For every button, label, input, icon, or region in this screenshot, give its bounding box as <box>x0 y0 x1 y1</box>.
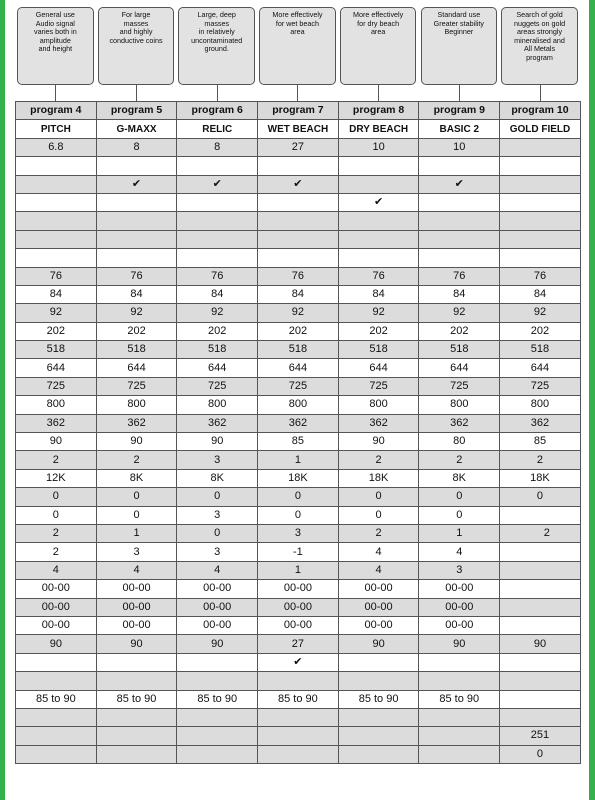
table-row <box>16 377 581 395</box>
program-description-box: For large masses and highly conductive coins <box>98 7 175 85</box>
table-cell: 00-00 <box>96 598 177 616</box>
table-cell: 518 <box>419 341 500 359</box>
table-cell: 725 <box>338 377 419 395</box>
table-cell: 85 to 90 <box>258 690 339 708</box>
checkmark-icon: ✔ <box>338 193 419 211</box>
table-cell: 00-00 <box>419 616 500 634</box>
table-cell: 85 to 90 <box>419 690 500 708</box>
table-cell: 2 <box>500 524 581 542</box>
table-cell: 202 <box>338 322 419 340</box>
table-cell: 518 <box>96 341 177 359</box>
table-cell: 800 <box>258 396 339 414</box>
table-row <box>16 322 581 340</box>
table-cell <box>96 708 177 726</box>
table-cell <box>500 580 581 598</box>
table-row <box>16 672 581 690</box>
table-cell: 85 to 90 <box>96 690 177 708</box>
table-cell: 0 <box>96 506 177 524</box>
table-cell: 00-00 <box>16 598 97 616</box>
checkmark-icon: ✔ <box>258 175 339 193</box>
table-cell: 8 <box>177 138 258 156</box>
table-cell: 84 <box>96 285 177 303</box>
table-cell <box>258 193 339 211</box>
table-row <box>16 341 581 359</box>
table-cell <box>419 745 500 763</box>
program-number-cell: program 7 <box>258 102 339 120</box>
table-cell: 90 <box>177 433 258 451</box>
checkmark-icon: ✔ <box>419 175 500 193</box>
table-cell: 644 <box>258 359 339 377</box>
program-name-cell: WET BEACH <box>258 120 339 138</box>
table-cell: 800 <box>338 396 419 414</box>
program-number-row <box>16 102 581 120</box>
table-cell: 3 <box>258 524 339 542</box>
table-cell: 00-00 <box>419 580 500 598</box>
table-cell: 4 <box>16 561 97 579</box>
table-cell: 3 <box>96 543 177 561</box>
table-cell: 644 <box>338 359 419 377</box>
table-cell: 92 <box>177 304 258 322</box>
table-cell: 0 <box>419 506 500 524</box>
table-row <box>16 524 581 542</box>
table-cell: 4 <box>96 561 177 579</box>
table-cell <box>96 249 177 267</box>
table-row <box>16 249 581 267</box>
program-number-cell: program 8 <box>338 102 419 120</box>
table-cell: 90 <box>338 635 419 653</box>
table-cell: 0 <box>258 488 339 506</box>
table-cell: 00-00 <box>419 598 500 616</box>
table-row <box>16 138 581 156</box>
table-cell: 90 <box>16 433 97 451</box>
table-cell: 644 <box>500 359 581 377</box>
table-cell: 0 <box>177 488 258 506</box>
table-cell: 251 <box>500 727 581 745</box>
table-cell: 00-00 <box>338 580 419 598</box>
table-row <box>16 727 581 745</box>
program-number-cell: program 4 <box>16 102 97 120</box>
table-cell: 725 <box>96 377 177 395</box>
table-cell: 6.8 <box>16 138 97 156</box>
table-cell <box>500 230 581 248</box>
table-cell <box>338 727 419 745</box>
table-cell: 18K <box>258 469 339 487</box>
table-cell <box>258 708 339 726</box>
program-number-cell: program 10 <box>500 102 581 120</box>
table-cell <box>500 598 581 616</box>
table-cell <box>419 653 500 671</box>
table-cell: 3 <box>419 561 500 579</box>
table-cell: 1 <box>96 524 177 542</box>
table-cell: 3 <box>177 543 258 561</box>
table-cell: 85 to 90 <box>16 690 97 708</box>
table-cell: 2 <box>16 524 97 542</box>
table-cell <box>500 175 581 193</box>
table-cell: 3 <box>177 506 258 524</box>
table-cell: 725 <box>258 377 339 395</box>
table-cell <box>177 212 258 230</box>
table-cell: 202 <box>419 322 500 340</box>
table-cell <box>258 727 339 745</box>
table-cell: 2 <box>338 524 419 542</box>
table-cell: 76 <box>258 267 339 285</box>
table-cell <box>419 212 500 230</box>
table-row <box>16 543 581 561</box>
table-cell <box>16 672 97 690</box>
table-cell <box>500 672 581 690</box>
table-row <box>16 561 581 579</box>
program-name-cell: PITCH <box>16 120 97 138</box>
table-cell: 00-00 <box>258 598 339 616</box>
table-cell <box>338 212 419 230</box>
table-cell <box>177 727 258 745</box>
program-name-cell: DRY BEACH <box>338 120 419 138</box>
table-cell: 92 <box>338 304 419 322</box>
table-cell: 0 <box>16 488 97 506</box>
table-cell: 85 to 90 <box>338 690 419 708</box>
table-cell <box>500 157 581 175</box>
table-cell: 90 <box>500 635 581 653</box>
table-cell: 518 <box>258 341 339 359</box>
table-cell: 4 <box>338 561 419 579</box>
table-cell: 84 <box>338 285 419 303</box>
table-cell: 00-00 <box>338 598 419 616</box>
table-cell: 00-00 <box>96 580 177 598</box>
table-row <box>16 506 581 524</box>
table-cell: 92 <box>500 304 581 322</box>
table-row <box>16 212 581 230</box>
table-cell: 3 <box>177 451 258 469</box>
program-description-box: Search of gold nuggets on gold areas strongly mineralised and All Metals program <box>501 7 578 85</box>
table-cell <box>500 193 581 211</box>
program-number-cell: program 5 <box>96 102 177 120</box>
table-cell: 725 <box>500 377 581 395</box>
table-row <box>16 359 581 377</box>
table-cell: 92 <box>258 304 339 322</box>
table-cell <box>16 727 97 745</box>
table-cell: 00-00 <box>16 580 97 598</box>
table-cell: 518 <box>338 341 419 359</box>
table-cell: 4 <box>419 543 500 561</box>
table-cell <box>177 653 258 671</box>
table-cell: 4 <box>338 543 419 561</box>
table-cell <box>177 672 258 690</box>
table-cell <box>16 157 97 175</box>
program-number-cell: program 6 <box>177 102 258 120</box>
table-cell: 362 <box>258 414 339 432</box>
checkmark-icon: ✔ <box>177 175 258 193</box>
table-cell <box>177 249 258 267</box>
table-cell: 725 <box>16 377 97 395</box>
table-cell: 2 <box>419 451 500 469</box>
table-cell: 0 <box>500 745 581 763</box>
table-cell <box>16 175 97 193</box>
program-name-row <box>16 120 581 138</box>
table-cell: 202 <box>177 322 258 340</box>
table-cell <box>177 157 258 175</box>
table-cell: 92 <box>96 304 177 322</box>
table-cell: 0 <box>258 506 339 524</box>
table-cell <box>96 727 177 745</box>
table-cell <box>338 157 419 175</box>
table-row <box>16 580 581 598</box>
table-cell: 0 <box>338 488 419 506</box>
table-cell: 00-00 <box>258 616 339 634</box>
table-cell: 84 <box>419 285 500 303</box>
table-cell: 362 <box>419 414 500 432</box>
table-cell: 8 <box>96 138 177 156</box>
table-cell <box>177 230 258 248</box>
table-cell: 644 <box>96 359 177 377</box>
program-name-cell: GOLD FIELD <box>500 120 581 138</box>
table-cell: 0 <box>96 488 177 506</box>
program-descriptions <box>15 7 579 93</box>
table-cell: 800 <box>177 396 258 414</box>
table-cell: 90 <box>419 635 500 653</box>
table-cell <box>16 230 97 248</box>
table-cell <box>500 543 581 561</box>
checkmark-icon: ✔ <box>258 653 339 671</box>
table-row <box>16 230 581 248</box>
table-cell: 2 <box>16 451 97 469</box>
table-row <box>16 598 581 616</box>
table-row <box>16 193 581 211</box>
table-cell: 362 <box>338 414 419 432</box>
table-cell <box>419 249 500 267</box>
table-row <box>16 616 581 634</box>
table-cell <box>96 212 177 230</box>
table-cell: 76 <box>419 267 500 285</box>
table-cell: 12K <box>16 469 97 487</box>
table-cell: 518 <box>177 341 258 359</box>
table-cell <box>338 708 419 726</box>
table-cell <box>500 138 581 156</box>
program-settings-table <box>15 101 581 764</box>
table-cell <box>500 653 581 671</box>
table-cell: 800 <box>500 396 581 414</box>
table-cell: 0 <box>338 506 419 524</box>
table-cell <box>96 193 177 211</box>
program-description-box: More effectively for wet beach area <box>259 7 336 85</box>
table-cell <box>177 193 258 211</box>
table-cell: 1 <box>258 451 339 469</box>
table-cell <box>419 672 500 690</box>
table-cell: 84 <box>500 285 581 303</box>
table-cell: 362 <box>96 414 177 432</box>
left-page-border <box>0 0 5 800</box>
table-row <box>16 469 581 487</box>
program-number-cell: program 9 <box>419 102 500 120</box>
program-name-cell: BASIC 2 <box>419 120 500 138</box>
table-cell: 10 <box>419 138 500 156</box>
table-cell: 18K <box>500 469 581 487</box>
table-cell <box>338 653 419 671</box>
checkmark-icon: ✔ <box>96 175 177 193</box>
table-cell: 00-00 <box>177 580 258 598</box>
table-cell: 00-00 <box>16 616 97 634</box>
program-description-box: General use Audio signal varies both in amplitude and height <box>17 7 94 85</box>
table-cell <box>419 727 500 745</box>
table-row <box>16 451 581 469</box>
table-cell: 76 <box>177 267 258 285</box>
table-cell <box>500 506 581 524</box>
table-cell: 644 <box>419 359 500 377</box>
table-cell <box>96 653 177 671</box>
table-row <box>16 690 581 708</box>
table-cell: 76 <box>96 267 177 285</box>
table-cell: 90 <box>16 635 97 653</box>
table-cell <box>419 708 500 726</box>
table-row <box>16 267 581 285</box>
table-cell: 00-00 <box>338 616 419 634</box>
table-cell <box>258 212 339 230</box>
table-cell: 202 <box>16 322 97 340</box>
table-cell: 202 <box>96 322 177 340</box>
table-cell: 2 <box>96 451 177 469</box>
table-cell: 202 <box>258 322 339 340</box>
table-cell <box>258 157 339 175</box>
table-cell <box>96 672 177 690</box>
table-cell: 90 <box>96 433 177 451</box>
right-page-border <box>589 0 595 800</box>
table-cell: 0 <box>419 488 500 506</box>
table-cell <box>96 157 177 175</box>
program-description-box: Standard use Greater stability Beginner <box>421 7 498 85</box>
table-cell: 84 <box>258 285 339 303</box>
table-row <box>16 653 581 671</box>
table-cell: 84 <box>16 285 97 303</box>
table-cell: 27 <box>258 138 339 156</box>
table-cell <box>338 745 419 763</box>
table-cell <box>16 708 97 726</box>
table-cell: 85 <box>258 433 339 451</box>
table-cell: 27 <box>258 635 339 653</box>
table-cell <box>258 230 339 248</box>
table-cell: 518 <box>16 341 97 359</box>
table-row <box>16 285 581 303</box>
table-cell <box>16 249 97 267</box>
table-cell: 90 <box>96 635 177 653</box>
table-cell: 725 <box>419 377 500 395</box>
table-cell: 0 <box>16 506 97 524</box>
table-cell: 00-00 <box>96 616 177 634</box>
table-row <box>16 414 581 432</box>
table-cell: 362 <box>177 414 258 432</box>
table-cell <box>419 230 500 248</box>
table-row <box>16 175 581 193</box>
table-cell <box>96 745 177 763</box>
table-cell: 0 <box>500 488 581 506</box>
table-cell: 4 <box>177 561 258 579</box>
table-row <box>16 157 581 175</box>
table-cell <box>16 193 97 211</box>
table-cell: 2 <box>16 543 97 561</box>
table-cell: 76 <box>16 267 97 285</box>
table-cell <box>258 745 339 763</box>
table-cell: 8K <box>96 469 177 487</box>
table-cell <box>500 708 581 726</box>
table-cell: 85 <box>500 433 581 451</box>
table-cell <box>338 175 419 193</box>
table-row <box>16 635 581 653</box>
program-description-box: More effectively for dry beach area <box>340 7 417 85</box>
table-cell <box>177 708 258 726</box>
table-cell: 2 <box>338 451 419 469</box>
table-cell: 0 <box>177 524 258 542</box>
program-name-cell: RELIC <box>177 120 258 138</box>
table-cell: 202 <box>500 322 581 340</box>
table-cell: 76 <box>338 267 419 285</box>
table-row <box>16 396 581 414</box>
table-cell: -1 <box>258 543 339 561</box>
table-cell: 84 <box>177 285 258 303</box>
table-cell <box>258 249 339 267</box>
table-cell: 2 <box>500 451 581 469</box>
table-cell: 90 <box>177 635 258 653</box>
table-cell: 362 <box>500 414 581 432</box>
table-row <box>16 488 581 506</box>
table-cell: 518 <box>500 341 581 359</box>
table-cell <box>96 230 177 248</box>
table-cell: 00-00 <box>258 580 339 598</box>
table-cell <box>500 249 581 267</box>
table-cell: 92 <box>419 304 500 322</box>
program-description-box: Large, deep masses in relatively uncontaminated ground. <box>178 7 255 85</box>
table-row <box>16 745 581 763</box>
table-cell: 644 <box>16 359 97 377</box>
table-cell: 362 <box>16 414 97 432</box>
table-cell <box>258 672 339 690</box>
table-cell <box>16 745 97 763</box>
table-row <box>16 304 581 322</box>
table-cell: 18K <box>338 469 419 487</box>
table-cell <box>338 249 419 267</box>
table-cell: 76 <box>500 267 581 285</box>
table-row <box>16 708 581 726</box>
table-cell <box>500 690 581 708</box>
table-cell: 1 <box>258 561 339 579</box>
table-cell: 00-00 <box>177 598 258 616</box>
table-cell: 800 <box>96 396 177 414</box>
table-cell <box>500 212 581 230</box>
table-cell: 10 <box>338 138 419 156</box>
table-cell: 800 <box>419 396 500 414</box>
table-cell <box>419 193 500 211</box>
table-cell: 1 <box>419 524 500 542</box>
table-cell: 8K <box>419 469 500 487</box>
table-cell: 92 <box>16 304 97 322</box>
table-cell: 8K <box>177 469 258 487</box>
table-cell: 90 <box>338 433 419 451</box>
table-row <box>16 433 581 451</box>
table-cell <box>419 157 500 175</box>
table-cell: 800 <box>16 396 97 414</box>
table-cell: 00-00 <box>177 616 258 634</box>
table-cell <box>16 653 97 671</box>
table-cell <box>338 672 419 690</box>
table-cell: 80 <box>419 433 500 451</box>
table-cell: 644 <box>177 359 258 377</box>
table-cell: 85 to 90 <box>177 690 258 708</box>
program-name-cell: G-MAXX <box>96 120 177 138</box>
table-cell: 725 <box>177 377 258 395</box>
table-cell <box>500 616 581 634</box>
table-cell <box>16 212 97 230</box>
table-cell <box>338 230 419 248</box>
table-cell <box>177 745 258 763</box>
table-cell <box>500 561 581 579</box>
